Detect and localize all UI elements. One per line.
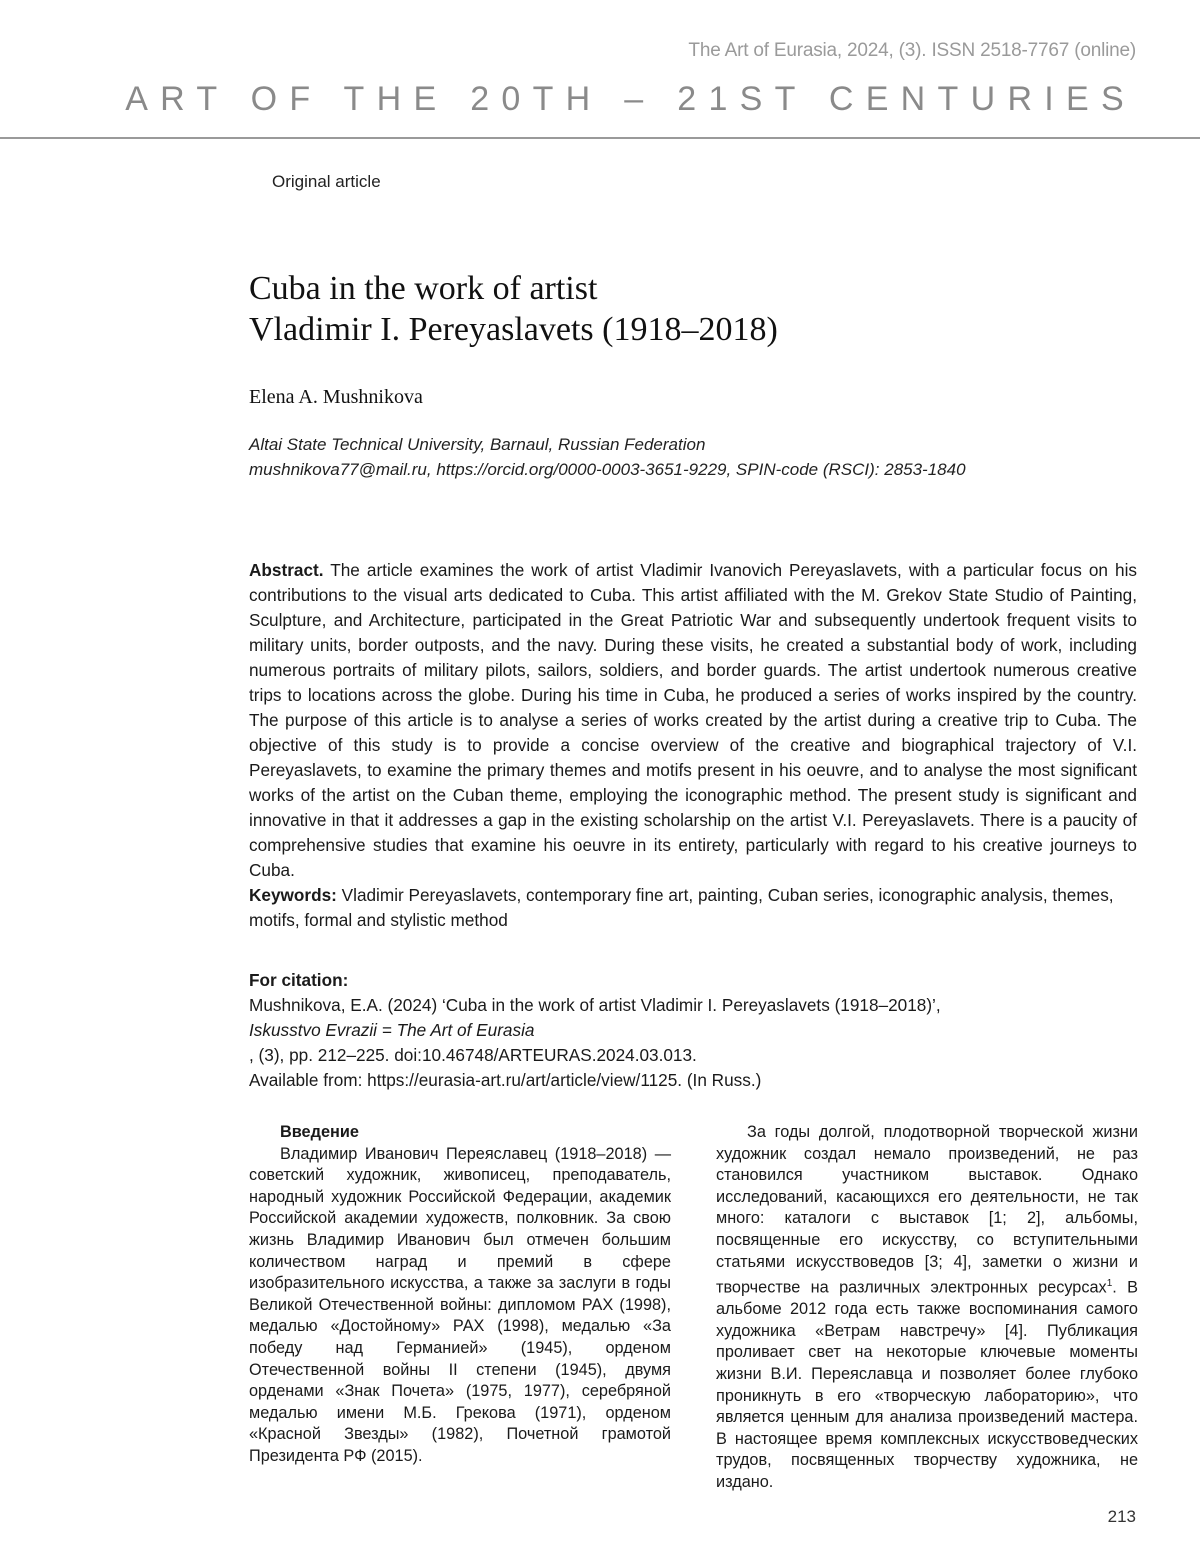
keywords-text: Vladimir Pereyaslavets, contemporary fine art, painting, Cuban series, iconographic analysis, themes, motifs, formal and stylistic method — [249, 885, 1114, 930]
paragraph-text-2: . В альбоме 2012 года есть также воспоминания самого художника «Ветрам навстречу» [4]. Публикация проливает свет на некоторые ключевые моменты жизни В.И. Переяславца и позволяет более глубоко проникнуть в его «творческую лабораторию», что является ценным для анализа произведений мастера. В настоящее время комплексных искусствоведческих трудов, посвященных творчеству художника, не издано. — [716, 1278, 1138, 1491]
keywords-label: Keywords: — [249, 885, 337, 905]
body-paragraph — [716, 1122, 1138, 1494]
abstract-label: Abstract. — [249, 560, 324, 580]
citation-line-1 — [249, 968, 1137, 1018]
header-divider — [0, 137, 1200, 139]
abstract — [249, 558, 1137, 883]
keywords — [249, 883, 1137, 933]
section-heading-introduction: Введение — [280, 1123, 359, 1141]
page-number: 213 — [1107, 1507, 1136, 1526]
citation-line-2 — [249, 1018, 1137, 1068]
citation-text-1: Mushnikova, E.A. (2024) ‘Cuba in the work of artist Vladimir I. Pereyaslavets (1918–2018)’, — [249, 995, 941, 1015]
paragraph-text-1: За годы долгой, плодотворной творческой жизни художник создал немало произведений, не раз становился участником выставок. Однако исследований, касающихся его деятельности, не так много: каталоги с выставок [1; 2], альбомы, посвященные его искусству, со вступительными статьями искусствоведов [3; 4], заметки о жизни и творчестве на различных электронных ресурсах — [716, 1123, 1138, 1297]
affiliation-line: Altai State Technical University, Barnaul, Russian Federation — [249, 435, 706, 454]
author-name: Elena A. Mushnikova — [249, 386, 423, 408]
body-column-left — [249, 1122, 671, 1468]
abstract-text: The article examines the work of artist Vladimir Ivanovich Pereyaslavets, with a particular focus on his contributions to the visual arts dedicated to Cuba. This artist affiliated with the M. Grekov State Studio of Painting, Sculpture, and Architecture, participated in the Great Patriotic War and subsequently undertook frequent visits to military units, border outposts, and the navy. During these visits, he created a substantial body of work, including numerous portraits of military pilots, sailors, soldiers, and border guards. The artist undertook numerous creative trips to locations across the globe. During his time in Cuba, he produced a series of works inspired by the country. The purpose of this article is to analyse a series of works created by the artist during a creative trip to Cuba. The objective of this study is to provide a concise overview of the creative and biographical trajectory of V.I. Pereyaslavets, to examine the primary themes and motifs present in his oeuvre, and to analyse the most significant works of the artist on the Cuban theme, employing the iconographic method. The present study is significant and innovative in that it addresses a gap in the existing scholarship on the artist V.I. Pereyaslavets. There is a paucity of comprehensive studies that examine his oeuvre in its entirety, particularly with regard to his creative journeys to Cuba. — [249, 560, 1137, 880]
citation-label: For citation: — [249, 970, 349, 990]
contact-line[interactable]: mushnikova77@mail.ru, https://orcid.org/0000-0003-3651-9229, SPIN-code (RSCI): 2853-1840 — [249, 460, 966, 479]
citation-journal: Iskusstvo Evrazii = The Art of Eurasia — [249, 1020, 535, 1040]
citation-line-3[interactable]: Available from: https://eurasia-art.ru/art/article/view/1125. (In Russ.) — [249, 1070, 762, 1090]
author-affiliation — [249, 432, 1149, 482]
citation-text-2: , (3), pp. 212–225. doi:10.46748/ARTEURAS.2024.03.013. — [249, 1045, 697, 1065]
section-title: ART OF THE 20TH – 21ST CENTURIES — [125, 80, 1136, 118]
article-type: Original article — [272, 172, 381, 191]
citation — [249, 968, 1137, 1093]
title-line-2: Vladimir I. Pereyaslavets (1918–2018) — [249, 311, 778, 348]
title-line-1: Cuba in the work of artist — [249, 270, 598, 307]
body-column-right — [716, 1122, 1138, 1494]
article-title — [249, 268, 1109, 350]
footnote-mark[interactable]: 1 — [1106, 1278, 1113, 1290]
journal-issue-line: The Art of Eurasia, 2024, (3). ISSN 2518-7767 (online) — [688, 40, 1136, 61]
body-paragraph: Владимир Иванович Переяславец (1918–2018) — советский художник, живописец, преподаватель, народный художник Российской Федерации, академик Российской академии художеств, полковник. За свою жизнь Владимир Иванович был отмечен большим количеством наград и премий в сфере изобразительного искусства, а также за заслуги в годы Великой Отечественной войны: дипломом РАХ (1998), медалью «Достойному» РАХ (1998), медалью «За победу над Германией» (1945), орденом Отечественной войны II степени (1945), двумя орденами «Знак Почета» (1975, 1977), серебряной медалью имени М.Б. Грекова (1971), орденом «Красной Звезды» (1982), Почетной грамотой Президента РФ (2015). — [249, 1144, 671, 1465]
